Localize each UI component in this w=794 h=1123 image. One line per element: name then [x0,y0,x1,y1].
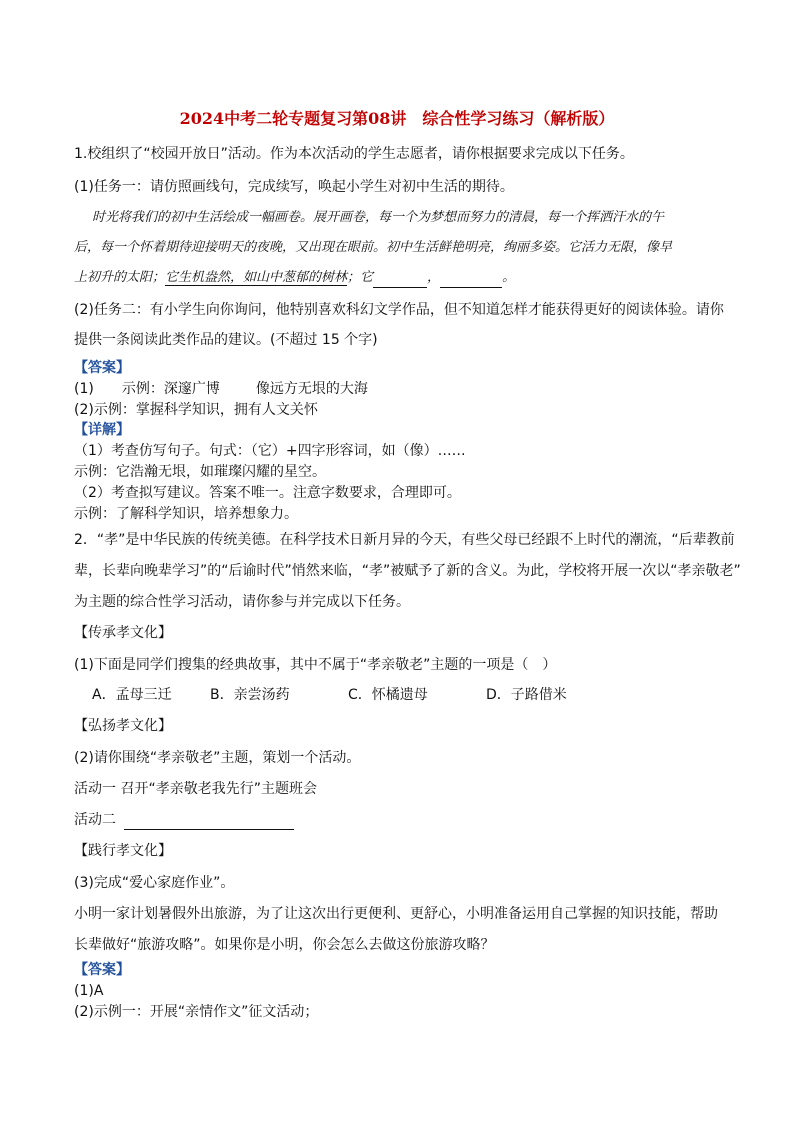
q2-sub2: (2)请你围绕“孝亲敬老”主题，策划一个活动。 [74,750,361,766]
q2-intro-line2: 辈，长辈向晚辈学习”的“后谕时代”悄然来临，“孝”被赋予了新的含义。为此，学校将开展一次以“孝亲敬老” [74,563,741,579]
q1-detail-2: 示例：它浩瀚无垠，如璀璨闪耀的星空。 [74,464,326,480]
q1-detail-3: （2）考查拟写建议。答案不唯一。注意字数要求，合理即可。 [74,485,461,501]
activity-2-blank[interactable] [124,813,294,830]
q1-intro: 1.校组织了“校园开放日”活动。作为本次活动的学生志愿者，请你根据要求完成以下任务。 [74,146,634,162]
answer-label: 【答案】 [74,962,130,978]
section-heading-promote: 【弘扬孝文化】 [74,718,172,734]
q1-passage-line3 [74,268,515,288]
passage-text: 。 [502,270,516,285]
passage-text: ；它 [347,270,374,285]
q2-answer-1: (1)A [74,983,104,999]
fill-blank-1[interactable] [373,271,427,288]
q2-sub3: (3)完成“爱心家庭作业”。 [74,875,235,891]
fill-blank-2[interactable] [440,271,502,288]
q1-passage-line1: 时光将我们的初中生活绘成一幅画卷。展开画卷，每一个为梦想而努力的清晨，每一个挥洒汗水的午 [92,210,665,225]
answer-example-b: 像远方无垠的大海 [255,381,368,397]
option-b: B．亲尝汤药 [210,687,290,703]
q1-task1: (1)任务一：请仿照画线句，完成续写，唤起小学生对初中生活的期待。 [74,179,514,195]
q1-answer-2: (2)示例：掌握科学知识，拥有人文关怀 [74,402,318,418]
activity-2-label: 活动二 [74,812,116,828]
q1-detail-1: （1）考查仿写句子。句式：（它）+四字形容词，如（像）…… [74,443,466,459]
answer-number: (1) [74,381,94,397]
underlined-sentence: 它生机盎然，如山中葱郁的树林 [165,270,348,285]
q2-activity-1: 活动一 召开“孝亲敬老我先行”主题班会 [74,781,317,797]
option-d: D．子路借米 [486,687,567,703]
q2-para-line1: 小明一家计划暑假外出旅游，为了让这次出行更便利、更舒心，小明准备运用自己掌握的知识技能，帮助 [74,906,718,922]
option-a: A．孟母三迁 [92,687,172,703]
detail-label: 【详解】 [74,422,130,438]
q2-para-line2: 长辈做好“旅游攻略”。如果你是小明，你会怎么去做这份旅游攻略？ [74,937,495,953]
answer-example-a: 示例：深邃广博 [121,381,220,397]
q1-task2-line2: 提供一条阅读此类作品的建议。(不超过 15 个字) [74,332,378,348]
section-heading-practice: 【践行孝文化】 [74,843,172,859]
answer-label: 【答案】 [74,360,130,376]
passage-text: ， [427,270,441,285]
option-c: C．怀橘遗母 [348,687,428,703]
q2-sub1: (1)下面是同学们搜集的经典故事，其中不属于“孝亲敬老”主题的一项是（ ） [74,657,557,673]
q2-answer-2: (2)示例一：开展“亲情作文”征文活动； [74,1004,319,1020]
q1-detail-4: 示例：了解科学知识，培养想象力。 [74,506,298,522]
section-heading-inherit: 【传承孝文化】 [74,625,172,641]
q2-intro-line3: 为主题的综合性学习活动，请你参与并完成以下任务。 [74,594,410,610]
q1-answer-1 [74,379,368,399]
q2-intro-line1: 2．“孝”是中华民族的传统美德。在科学技术日新月异的今天，有些父母已经跟不上时代的潮流，“后辈教前 [74,532,735,548]
q1-passage-line2: 后，每一个怀着期待迎接明天的夜晚，又出现在眼前。初中生活鲜艳明亮，绚丽多姿。它活力无限，像早 [74,240,673,255]
document-title: 2024中考二轮专题复习第08讲 综合性学习练习（解析版） [179,109,615,128]
passage-text: 上初升的太阳； [74,270,166,285]
q1-task2-line1: (2)任务二：有小学生向你询问，他特别喜欢科幻文学作品，但不知道怎样才能获得更好的阅读体验。请你 [74,302,724,318]
q2-activity-2 [74,810,294,830]
